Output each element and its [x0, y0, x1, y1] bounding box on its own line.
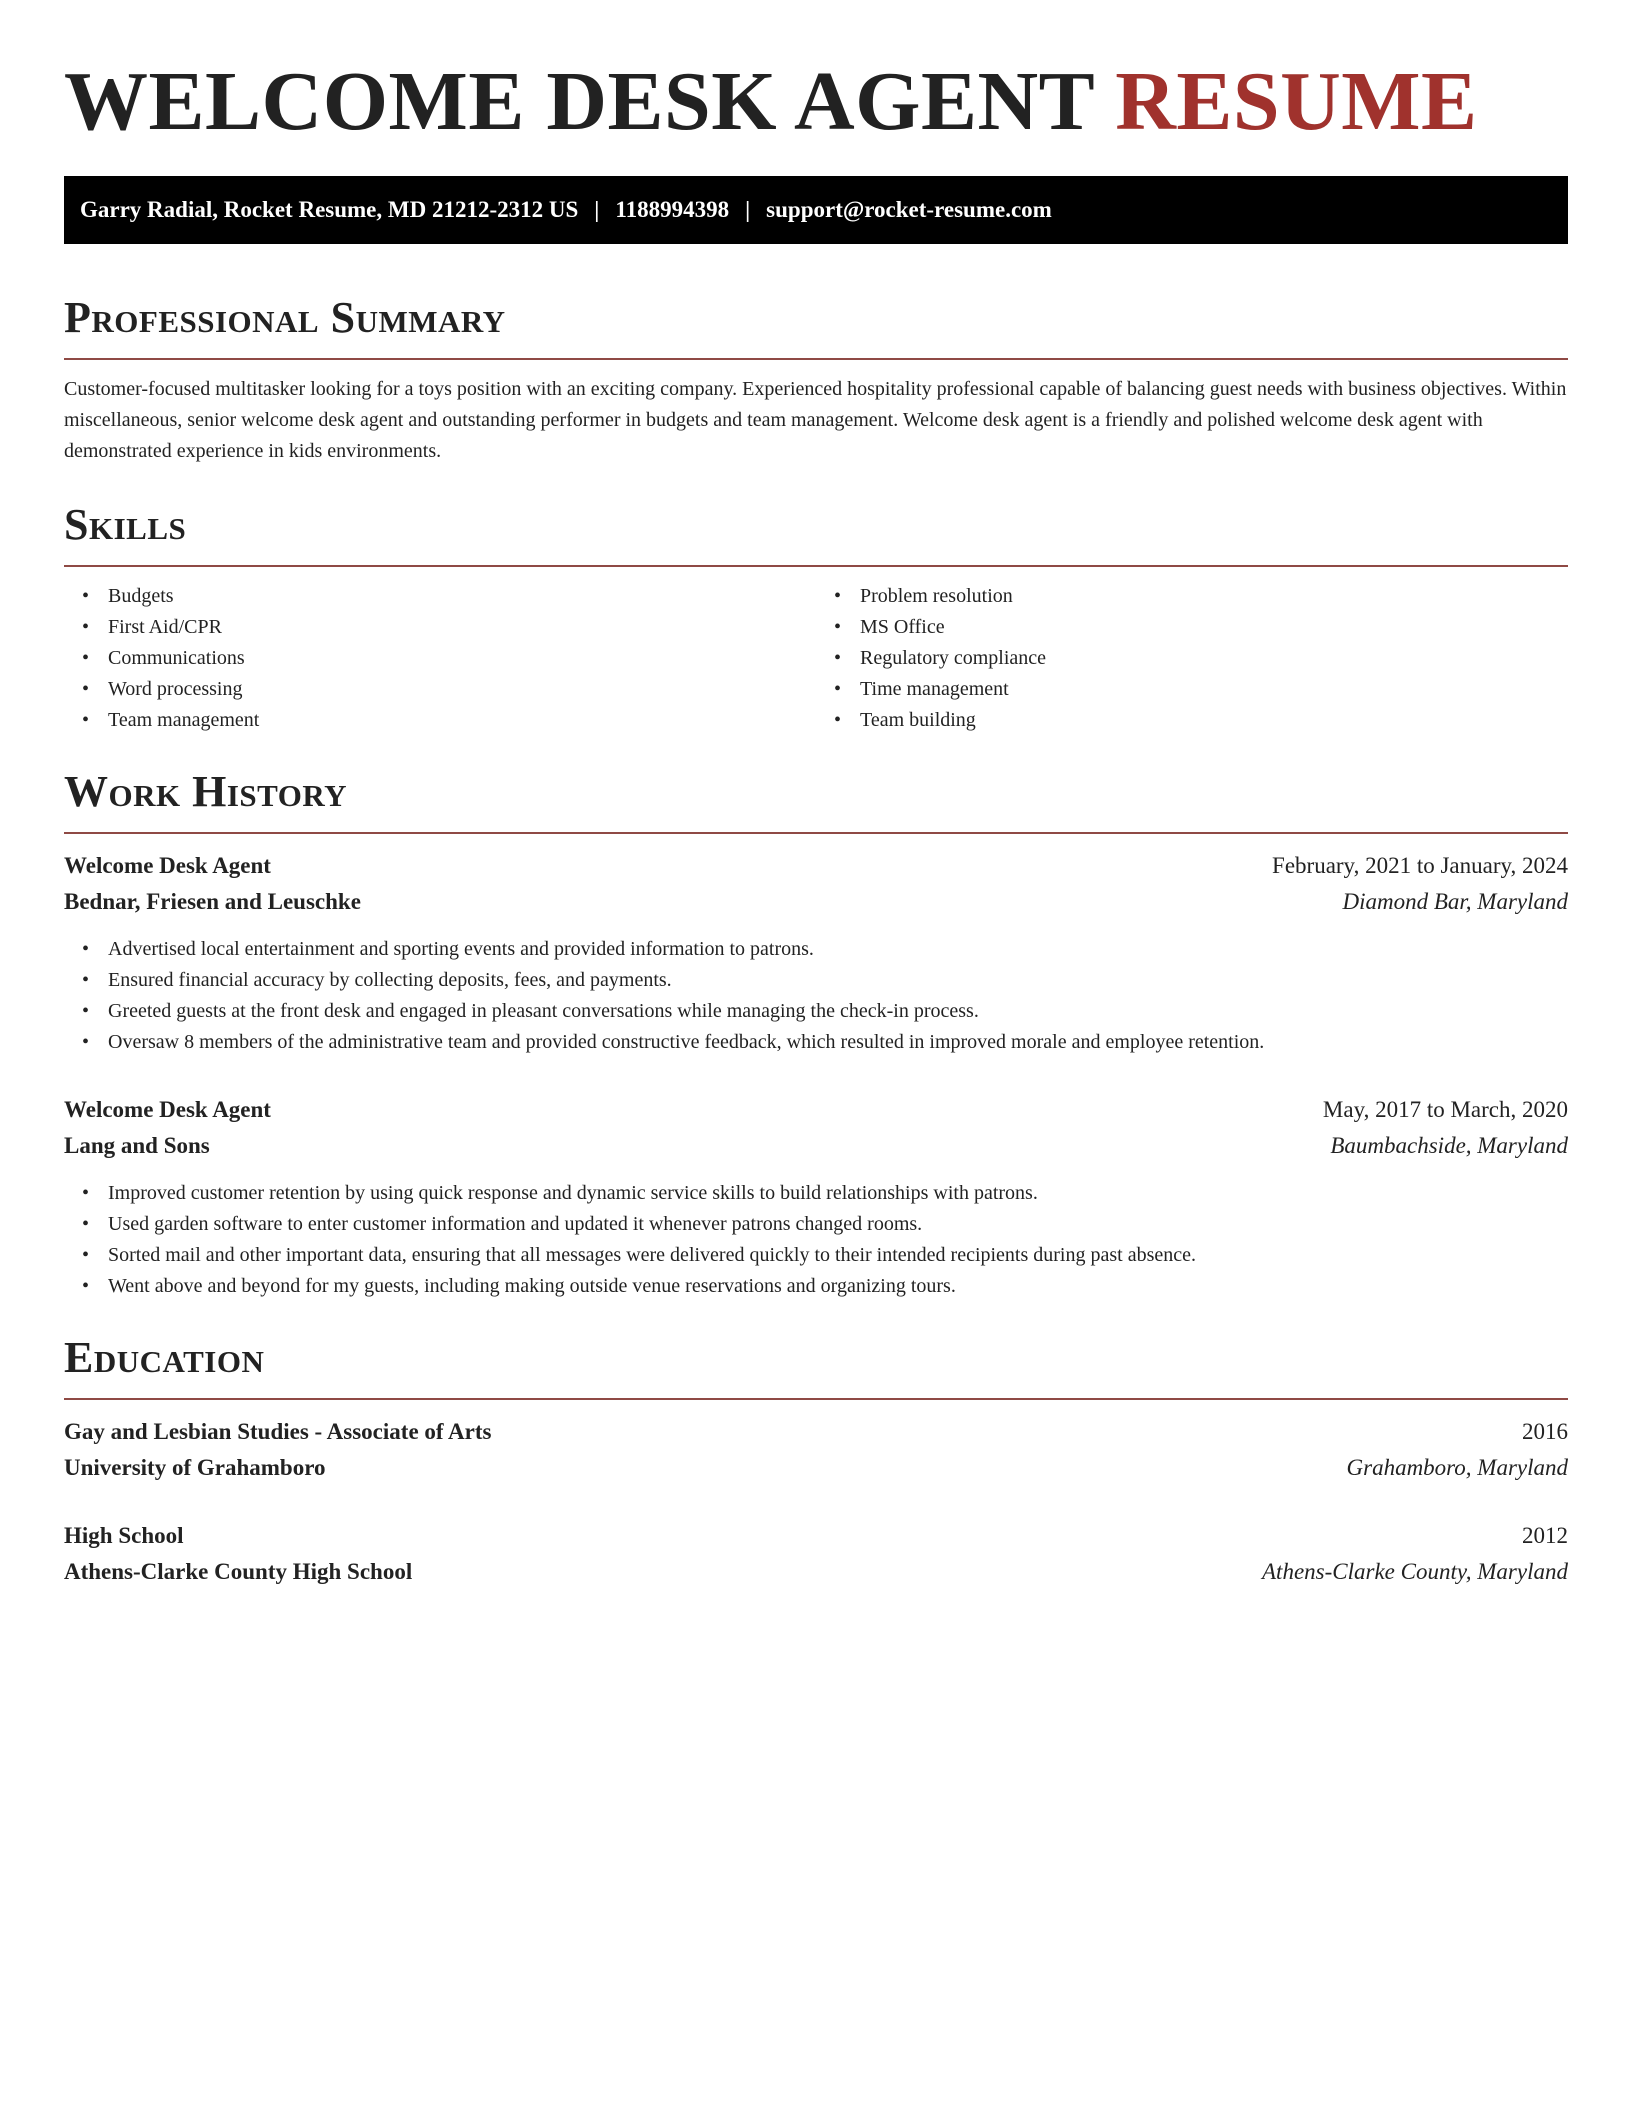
title-main: WELCOME DESK AGENT	[64, 55, 1094, 148]
job-bullets	[64, 934, 1568, 1058]
education-heading: Education	[64, 1333, 265, 1382]
job-entry	[64, 848, 1568, 1058]
job-location: Baumbachside, Maryland	[1330, 1133, 1568, 1158]
education-location: Athens-Clarke County, Maryland	[1262, 1559, 1568, 1584]
education-entry	[64, 1414, 1568, 1486]
skill-item: • Time management	[860, 674, 1568, 705]
job-bullet: • Used garden software to enter customer information and updated it whenever patrons changed rooms.	[108, 1209, 1568, 1240]
education-entry	[64, 1518, 1568, 1590]
section-divider	[64, 1398, 1568, 1400]
section-divider	[64, 358, 1568, 360]
education-location: Grahamboro, Maryland	[1346, 1455, 1568, 1480]
job-header-row	[64, 848, 1568, 884]
section-divider	[64, 565, 1568, 567]
education-school: Athens-Clarke County High School	[64, 1559, 413, 1584]
contact-bar	[64, 176, 1568, 244]
job-dates: May, 2017 to March, 2020	[1322, 1097, 1568, 1122]
summary-heading: Professional Summary	[64, 293, 506, 342]
contact-email[interactable]: support@rocket-resume.com	[766, 197, 1052, 222]
education-section	[64, 1328, 1568, 1590]
education-year: 2012	[1522, 1523, 1568, 1548]
contact-separator: |	[745, 197, 751, 222]
skill-item: • Budgets	[108, 581, 816, 612]
education-header-row	[64, 1414, 1568, 1450]
job-dates: February, 2021 to January, 2024	[1272, 853, 1568, 878]
skill-item: • Team building	[860, 705, 1568, 736]
education-school-row	[64, 1554, 1568, 1590]
contact-address: Garry Radial, Rocket Resume, MD 21212-2312 US	[80, 197, 579, 222]
contact-separator: |	[594, 197, 600, 222]
education-degree: High School	[64, 1523, 184, 1548]
skill-item: • First Aid/CPR	[108, 612, 816, 643]
job-header-row	[64, 1092, 1568, 1128]
education-degree: Gay and Lesbian Studies - Associate of Arts	[64, 1419, 492, 1444]
skill-item: • Regulatory compliance	[860, 643, 1568, 674]
contact-phone: 1188994398	[615, 197, 730, 222]
title-accent: RESUME	[1115, 55, 1478, 148]
job-company: Bednar, Friesen and Leuschke	[64, 889, 361, 914]
job-entry	[64, 1092, 1568, 1302]
education-school: University of Grahamboro	[64, 1455, 326, 1480]
job-title: Welcome Desk Agent	[64, 1097, 271, 1122]
job-company-row	[64, 1128, 1568, 1164]
job-bullet: • Greeted guests at the front desk and engaged in pleasant conversations while managing the check-in process.	[108, 996, 1568, 1027]
job-bullet: • Advertised local entertainment and sporting events and provided information to patrons.	[108, 934, 1568, 965]
skill-item: • Communications	[108, 643, 816, 674]
work-history-heading: Work History	[64, 767, 348, 816]
job-company: Lang and Sons	[64, 1133, 210, 1158]
resume-title	[64, 52, 1568, 152]
summary-text: Customer-focused multitasker looking for a toys position with an exciting company. Experienced hospitality professional capable of balancing guest needs with business objectives. Within miscellaneous, senior welcome desk agent and outstanding performer in budgets and team management. Welcome desk agent is a friendly and polished welcome desk agent with demonstrated experience in kids environments.	[64, 378, 1567, 462]
skills-grid	[64, 581, 1568, 736]
education-year: 2016	[1522, 1419, 1568, 1444]
skills-column-left	[64, 581, 816, 736]
job-title: Welcome Desk Agent	[64, 853, 271, 878]
skill-item: • Problem resolution	[860, 581, 1568, 612]
job-bullet: • Went above and beyond for my guests, including making outside venue reservations and organizing tours.	[108, 1271, 1568, 1302]
job-company-row	[64, 884, 1568, 920]
education-school-row	[64, 1450, 1568, 1486]
work-history-section	[64, 762, 1568, 1302]
summary-section	[64, 288, 1568, 467]
job-location: Diamond Bar, Maryland	[1342, 889, 1568, 914]
skill-item: • MS Office	[860, 612, 1568, 643]
job-bullet: • Sorted mail and other important data, ensuring that all messages were delivered quickly to their intended recipients during past absence.	[108, 1240, 1568, 1271]
job-bullet: • Improved customer retention by using quick response and dynamic service skills to build relationships with patrons.	[108, 1178, 1568, 1209]
section-divider	[64, 832, 1568, 834]
skill-item: • Team management	[108, 705, 816, 736]
job-bullet: • Ensured financial accuracy by collecting deposits, fees, and payments.	[108, 965, 1568, 996]
education-header-row	[64, 1518, 1568, 1554]
skill-item: • Word processing	[108, 674, 816, 705]
job-bullets	[64, 1178, 1568, 1302]
skills-section	[64, 495, 1568, 736]
skills-column-right	[816, 581, 1568, 736]
skills-heading: Skills	[64, 500, 187, 549]
job-bullet: • Oversaw 8 members of the administrative team and provided constructive feedback, which resulted in improved morale and employee retention.	[108, 1027, 1568, 1058]
